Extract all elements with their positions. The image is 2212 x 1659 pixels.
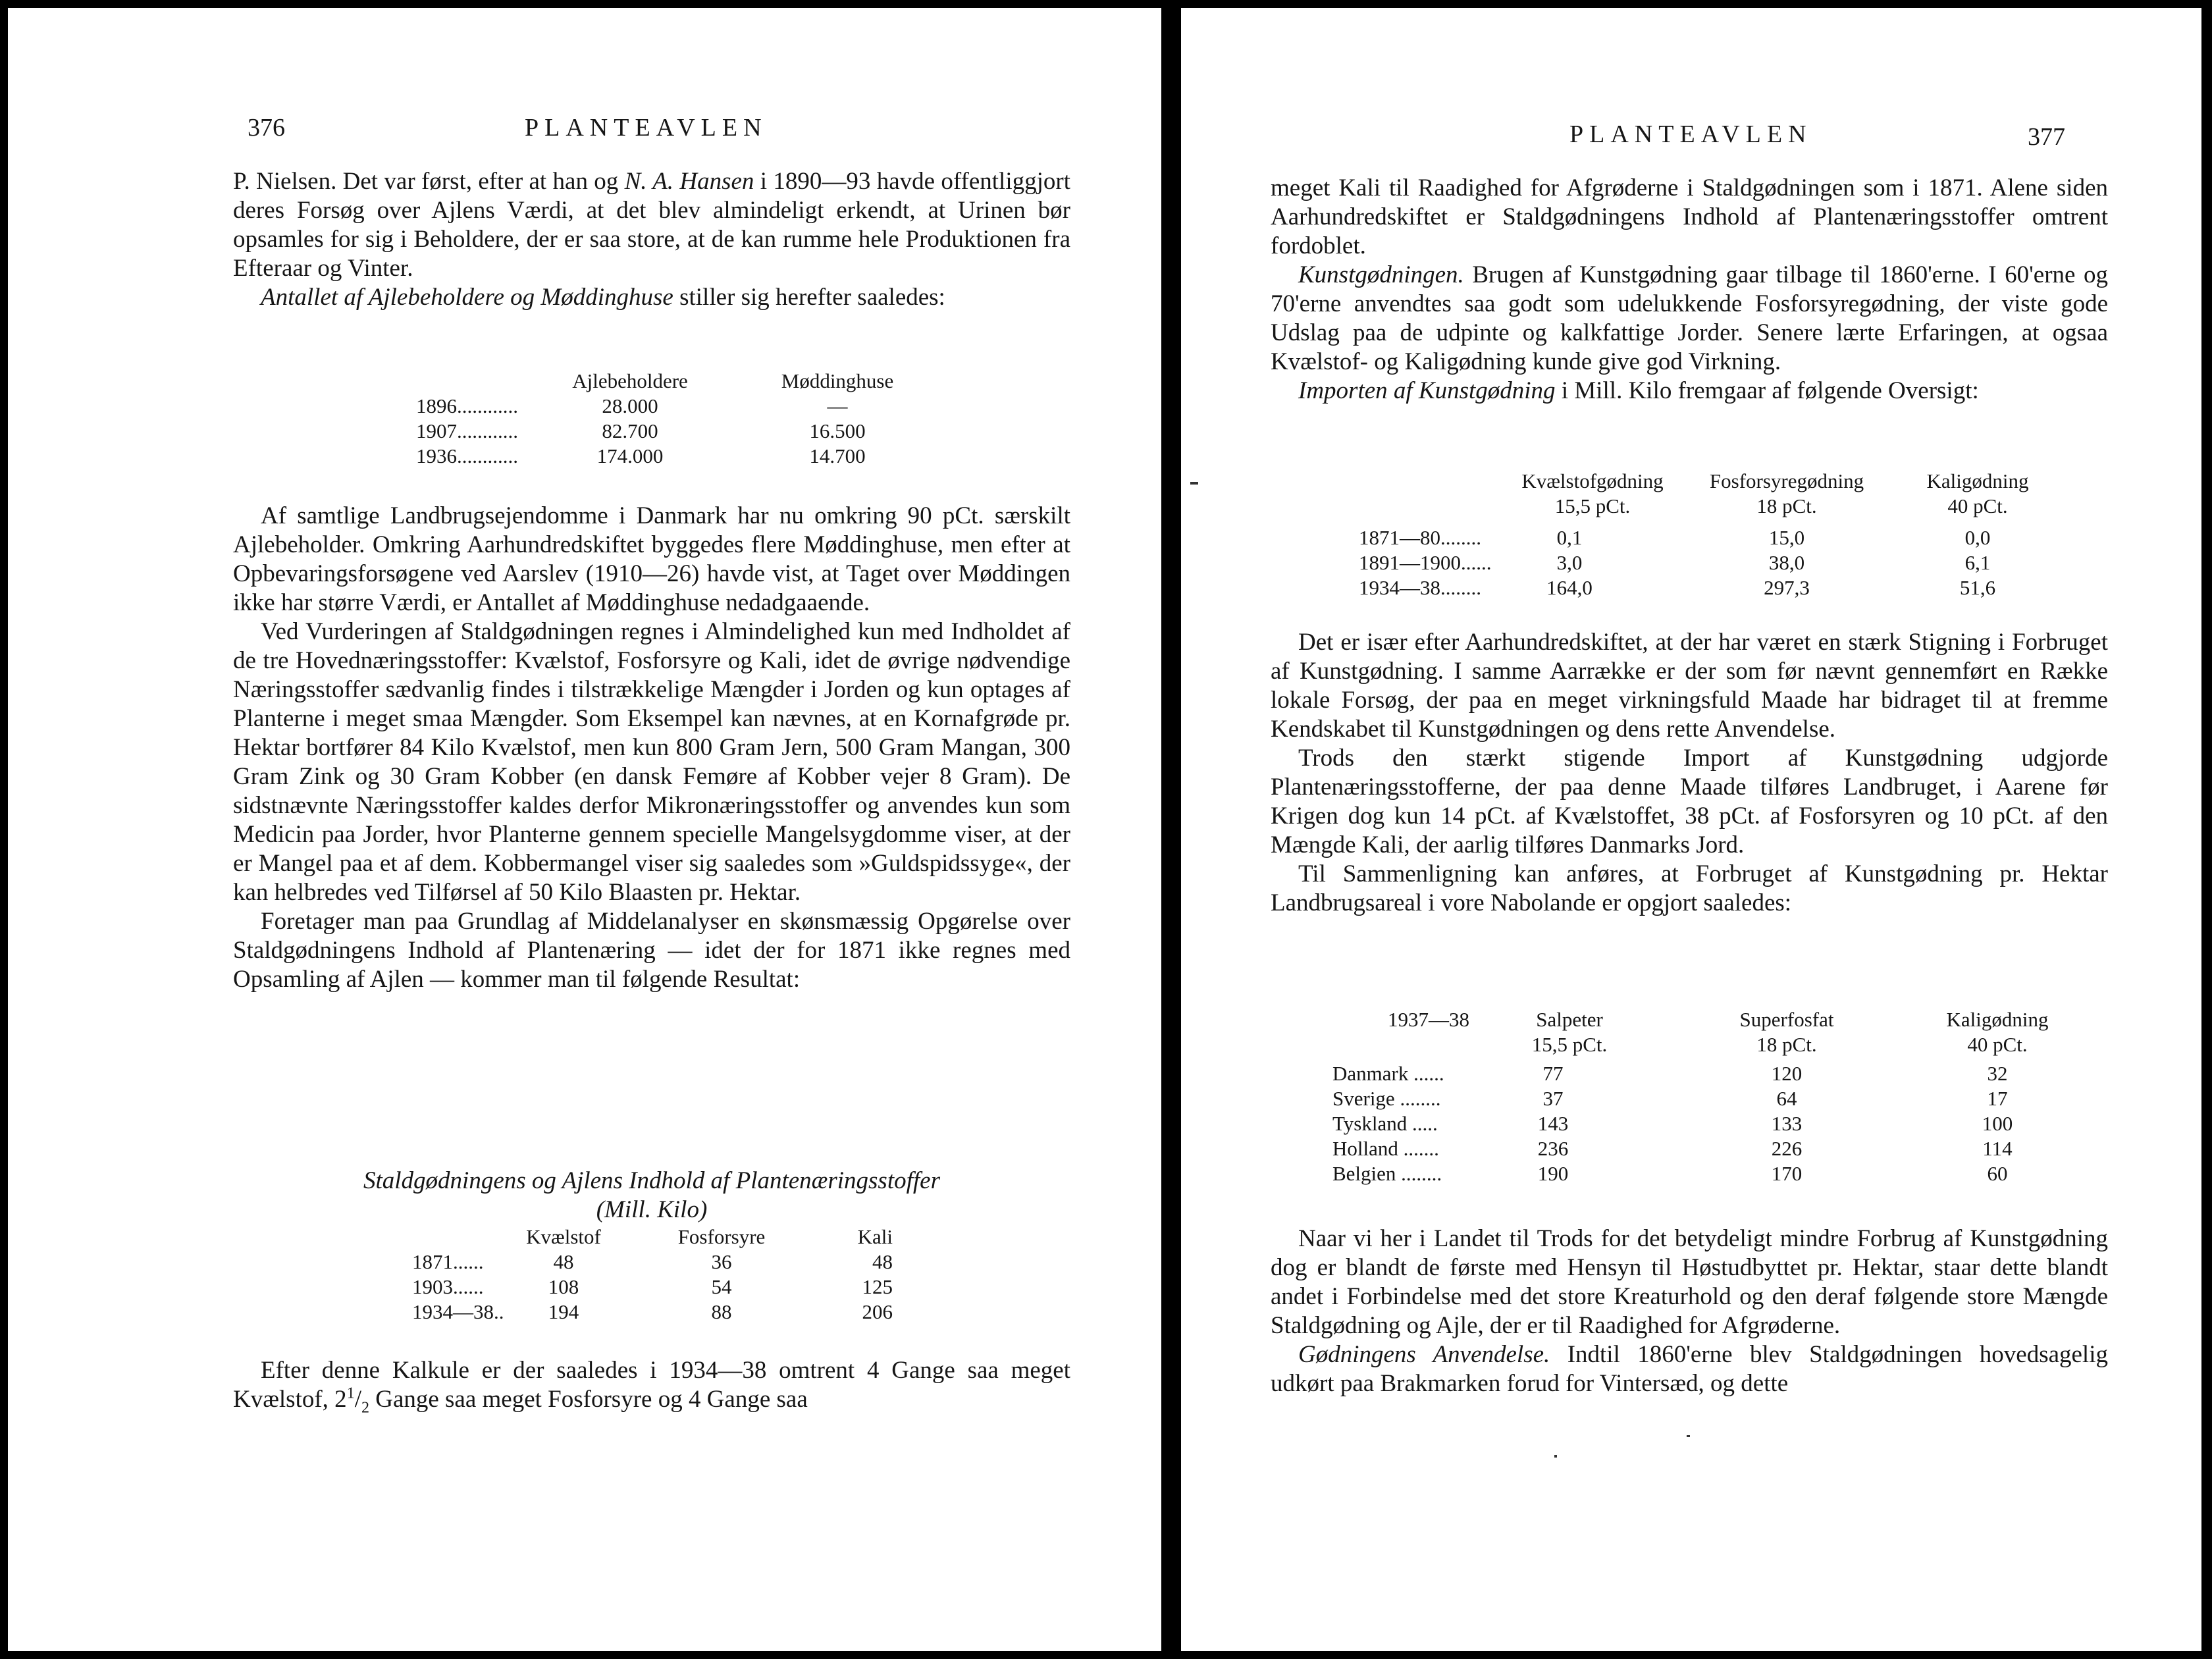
column-header: Fosforsyre [677,1225,766,1248]
table-row: 1934—38.. 194 88 206 [412,1300,893,1323]
column-header: Ajlebeholdere [572,369,688,392]
paragraph: Importen af Kunstgødning i Mill. Kilo fremgaar af følgende Oversigt: [1298,377,1979,404]
table-row: 1934—38........ 164,0 297,3 51,6 [1359,576,1996,599]
table-row: 1871...... 48 36 48 [412,1250,893,1273]
table-row: Sverige ........ 37 64 17 [1332,1087,2008,1110]
column-header: Kvælstof [526,1225,601,1248]
text-block [233,167,1070,312]
table-plantenaering [406,1224,932,1325]
table-ajlebeholdere [416,369,956,469]
table-title: Staldgødningens og Ajlens Indhold af Plantenæringsstoffer [363,1167,940,1194]
paragraph: Af samtlige Landbrugsejendomme i Danmark har nu omkring 90 pCt. særskilt Ajlebeholder. Omkring Aarhundredskiftet byggedes flere Møddinghuse, men efter at Opbevaringsforsøgene ved Aarslev (1910—26) havde vist, at Taget over Møddingen ikke har større Værdi, er Antallet af Møddinghuse nedadgaaende. [233,502,1070,616]
running-header: PLANTEAVLEN [1569,120,1812,148]
table-header-row [1359,469,2122,494]
margin-mark [1190,482,1198,485]
paragraph: Antallet af Ajlebeholdere og Møddinghuse stiller sig herefter saaledes: [261,284,945,311]
table-row: Danmark ...... 77 120 32 [1332,1062,2008,1085]
table-row: 1871—80........ 0,1 15,0 0,0 [1359,526,1991,549]
table-row: Holland ....... 236 226 114 [1332,1137,2013,1160]
running-header: PLANTEAVLEN [525,114,768,142]
left-page [8,8,1161,1651]
table-subheader-row: 15,5 pCt. 18 pCt. 40 pCt. [1554,494,2008,517]
paragraph: P. Nielsen. Det var først, efter at han og N. A. Hansen i 1890—93 havde offentliggjort deres Forsøg over Ajlens Værdi, at det blev almindeligt erkendt, at Urinen bør opsamles for sig i Beholdere, der er saa store, at de kan rumme hele Produktionen fra Efteraar og Vinter. [233,168,1070,282]
table-row: 1891—1900...... 3,0 38,0 6,1 [1359,551,1991,574]
table-header-row [406,1224,932,1250]
column-header: Salpeter [1536,1008,1603,1031]
table-row: 1896............ 28.000 — [416,394,848,417]
paragraph: Foretager man paa Grundlag af Middelanalyser en skønsmæssig Opgørelse over Staldgødningens Indhold af Plantenæring — idet der for 1871 ikke regnes med Opsamling af Ajlen — kommer man til følgende Resultat: [233,908,1070,993]
paragraph: Ved Vurderingen af Staldgødningen regnes i Almindelighed kun med Indholdet af de tre Hovednæringsstoffer: Kvælstof, Fosforsyre og Kali, idet de øvrige nødvendige Næringsstoffer sædvanlig findes i tilstrækkelige Mængder i Jorden og kun optages af Planterne i meget smaa Mængder. Som Eksempel kan nævnes, at en Kornafgrøde pr. Hektar bortfører 84 Kilo Kvælstof, men kun 800 Gram Jern, 500 Gram Mangan, 300 Gram Zink og 30 Gram Kobber (en dansk Femøre af Kobber vejer 8 Gram). De sidstnævnte Næringsstoffer kaldes derfor Mikronæringsstoffer og anvendes kun som Medicin paa Jorder, hvor Planterne gennem specielle Mangelsygdomme viser, at der er Mangel paa et af dem. Kobbermangel viser sig saaledes som »Guldspidssyge«, der kan helbredes ved Tilførsel af 50 Kilo Blaasten pr. Hektar. [233,618,1070,906]
table-import [1359,469,2122,600]
table-header-row [416,369,956,394]
paragraph: Kunstgødningen. Brugen af Kunstgødning gaar tilbage til 1860'erne. I 60'erne og 70'erne anvendtes saa godt som udelukkende Fosforsyregødning, der viste gode Udslag paa de udpinte og kalkfattige Jorder. Senere lærte Erfaringen, at ogsaa Kvælstof- og Kaligødning kunde give god Virkning. [1271,261,2108,375]
page-number: 377 [2028,123,2065,151]
text-block [1271,174,2108,406]
paragraph: meget Kali til Raadighed for Afgrøderne i Staldgødningen som i 1871. Alene siden Aarhundredskiftet er Staldgødningens Indhold af Plantenæringsstoffer omtrent fordoblet. [1271,174,2108,259]
table-nabolande [1332,1007,2083,1186]
column-header: Kali [857,1225,893,1248]
table-row: Belgien ........ 190 170 60 [1332,1162,2008,1185]
text-block [1271,1224,2108,1398]
table-row: 1907............ 82.700 16.500 [416,419,866,442]
right-page [1181,8,2201,1651]
table-subtitle: (Mill. Kilo) [596,1196,708,1223]
table-row: 1936............ 174.000 14.700 [416,444,866,467]
column-header: Fosforsyregødning [1709,469,1864,492]
text-block [233,1356,1070,1417]
table-row: Tyskland ..... 143 133 100 [1332,1112,2013,1135]
column-header: Superfosfat [1739,1008,1834,1031]
column-header: Kvælstofgødning [1521,469,1664,492]
paragraph: Trods den stærkt stigende Import af Kunstgødning udgjorde Plantenæringsstofferne, der paa denne Maade tilføres Landbruget, i Aarene før Krigen dog kun 14 pCt. af Kvælstoffet, 38 pCt. af Fosforsyren og 10 pCt. af den Mængde Kali, der aarlig tilføres Danmarks Jord. [1271,745,2108,858]
paragraph: Naar vi her i Landet til Trods for det betydeligt mindre Forbrug af Kunstgødning dog er blandt de første med Hensyn til Høstudbyttet pr. Hektar, staar dette blandt andet i Forbindelse med det store Kreaturhold og den deraf følgende store Mængde Staldgødning og Ajle, der er til Raadighed for Afgrøderne. [1271,1225,2108,1339]
page-number: 376 [248,114,285,142]
table-header-row: 1937—38 Salpeter Superfosfat Kaligødning [1332,1007,2083,1032]
paragraph: Til Sammenligning kan anføres, at Forbruget af Kunstgødning pr. Hektar Landbrugsareal i vore Nabolande er opgjort saaledes: [1271,860,2108,916]
paragraph: Efter denne Kalkule er der saaledes i 1934—38 omtrent 4 Gange saa meget Kvælstof, $2^1/_2$ Gange saa meget Fosforsyre og 4 Gange saa [233,1357,1070,1417]
column-header: Møddinghuse [781,369,894,392]
column-header: Kaligødning [1926,469,2029,492]
paragraph: Gødningens Anvendelse. Indtil 1860'erne blev Staldgødningen hovedsagelig udkørt paa Brakmarken forud for Vintersæd, og dette [1271,1341,2108,1397]
column-header: Kaligødning [1946,1008,2049,1031]
speck [1687,1435,1690,1437]
text-block [233,502,1070,994]
speck [1554,1455,1557,1458]
text-block [1271,628,2108,918]
table-subheader-row: 15,5 pCt. 18 pCt. 40 pCt. [1531,1033,2028,1056]
paragraph: Det er især efter Aarhundredskiftet, at der har været en stærk Stigning i Forbruget af Kunstgødning. I samme Aarrække er der som før nævnt gennemført en Række lokale Forsøg, der paa en meget virkningsfuld Maade har bidraget til at fremme Kendskabet til Kunstgødningen og dens rette Anvendelse. [1271,629,2108,743]
table-row: 1903...... 108 54 125 [412,1275,893,1298]
